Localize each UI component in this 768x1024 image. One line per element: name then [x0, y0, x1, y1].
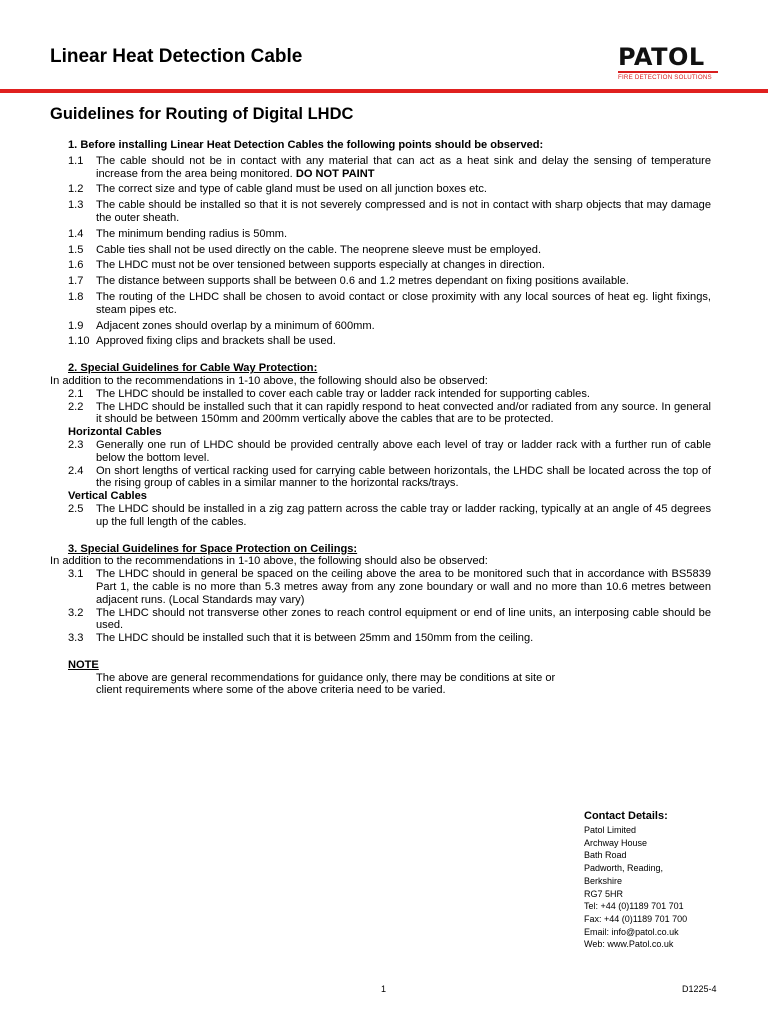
item-text-body: The LHDC must not be over tensioned between supports especially at changes in direction. [96, 259, 545, 272]
item-number: 2.2 [68, 400, 84, 413]
item-text-body: The correct size and type of cable gland must be used on all junction boxes etc. [96, 183, 487, 196]
item-text-body: The cable should not be in contact with any material that can act as a heat sink and delay the sensing of temperature increase from the area being monitored. [96, 154, 711, 180]
item-text [96, 401, 711, 427]
item-text-body: The distance between supports shall be between 0.6 and 1.2 metres dependant on fixing positions available. [96, 275, 629, 288]
contact-line: Bath Road [584, 850, 627, 861]
item-emphasis: DO NOT PAINT [295, 167, 375, 180]
item-number: 1.6 [68, 259, 84, 272]
contact-heading: Contact Details: [584, 810, 668, 822]
list-item [50, 183, 711, 196]
list-item [50, 632, 711, 645]
list-item [50, 401, 711, 427]
list-item [50, 275, 711, 288]
logo-tagline: FIRE DETECTION SOLUTIONS [618, 73, 712, 81]
item-number: 2.3 [68, 438, 84, 451]
list-item [50, 465, 711, 491]
header-divider [0, 89, 768, 93]
item-text-body: The LHDC should be installed in a zig zag pattern across the cable tray or ladder racking, typically at an angle of 45 degrees up the full length of the cables. [96, 502, 711, 528]
list-item [50, 335, 711, 348]
section-2-intro: In addition to the recommendations in 1-10 above, the following should also be observed: [50, 374, 488, 387]
contact-line: Fax: +44 (0)1189 701 700 [584, 913, 688, 924]
section-2-list-c [50, 503, 711, 529]
section-2-list-a [50, 388, 711, 426]
item-text-body: The LHDC should not transverse other zones to reach control equipment or end of line units, an interposing cable should be used. [96, 606, 711, 632]
item-text [96, 439, 711, 465]
item-text-body: Generally one run of LHDC should be provided centrally above each level of tray or ladder rack with a further run of cable below the bottom level. [96, 438, 711, 464]
item-number: 1.1 [68, 154, 84, 167]
item-number: 2.5 [68, 502, 84, 515]
item-number: 1.10 [68, 335, 90, 348]
subheading-horizontal-cables: Horizontal Cables [68, 426, 162, 439]
list-item [50, 320, 711, 333]
item-number: 1.4 [68, 227, 84, 240]
item-text-body: The cable should be installed so that it is not severely compressed and is not in contact with sharp objects that may damage the outer sheath. [96, 199, 711, 224]
document-title: Guidelines for Routing of Digital LHDC [50, 105, 354, 123]
item-text [96, 320, 711, 333]
contact-details [584, 810, 687, 951]
item-text-body: The LHDC should be installed such that it is between 25mm and 150mm from the ceiling. [96, 632, 534, 645]
contact-lines [584, 824, 687, 951]
item-number: 3.1 [68, 568, 84, 581]
contact-line: Padworth, Reading, [584, 863, 664, 874]
item-text [96, 335, 711, 348]
subheading-vertical-cables: Vertical Cables [68, 490, 147, 503]
section-1-list [50, 155, 711, 348]
contact-line: Tel: +44 (0)1189 701 701 [584, 901, 684, 912]
item-text-body: The LHDC should be installed such that it can rapidly respond to heat convected and/or radiated from any source. In general it should be between 150mm and 200mm vertically above the cables that are to be protected. [96, 400, 711, 426]
list-item [50, 388, 711, 401]
list-item [50, 439, 711, 465]
list-item [50, 291, 711, 317]
list-item [50, 607, 711, 633]
contact-line: Web: www.Patol.co.uk [584, 939, 674, 950]
item-text-body: Adjacent zones should overlap by a minimum of 600mm. [96, 319, 375, 332]
section-3-intro: In addition to the recommendations in 1-10 above, the following should also be observed: [50, 555, 488, 568]
item-number: 1.9 [68, 319, 84, 332]
item-text [96, 228, 711, 241]
section-1-heading: 1. Before installing Linear Heat Detection Cables the following points should be observed: [68, 139, 544, 151]
item-number: 3.3 [68, 632, 84, 645]
list-item [50, 199, 711, 225]
item-text-body: The routing of the LHDC shall be chosen to avoid contact or close proximity with any local sources of heat eg. light fixings, steam pipes etc. [96, 290, 711, 316]
item-text [96, 155, 711, 181]
section-3-list [50, 568, 711, 645]
item-text [96, 465, 711, 491]
item-text [96, 275, 711, 288]
item-text [96, 632, 711, 645]
document-body [50, 139, 711, 697]
list-item [50, 155, 711, 181]
list-item [50, 259, 711, 272]
item-text-body: Approved fixing clips and brackets shall be used. [96, 335, 336, 348]
item-number: 1.7 [68, 275, 84, 288]
item-text [96, 291, 711, 317]
list-item [50, 228, 711, 241]
item-text [96, 199, 711, 225]
item-text [96, 503, 711, 529]
list-item [50, 244, 711, 257]
item-text-body: The LHDC should be installed to cover each cable tray or ladder rack intended for supporting cables. [96, 387, 590, 400]
section-2-heading: 2. Special Guidelines for Cable Way Protection: [68, 362, 318, 375]
list-item [50, 568, 711, 606]
item-text [96, 183, 711, 196]
contact-line: Email: info@patol.co.uk [584, 926, 679, 937]
list-item [50, 503, 711, 529]
item-number: 1.8 [68, 290, 84, 303]
contact-line: Archway House [584, 837, 648, 848]
item-number: 2.4 [68, 464, 84, 477]
item-number: 1.3 [68, 199, 84, 212]
page-number: 1 [381, 984, 387, 994]
logo-underline [618, 71, 718, 73]
item-number: 1.5 [68, 243, 84, 256]
item-text [96, 607, 711, 633]
item-text [96, 568, 711, 606]
section-2-list-b [50, 439, 711, 490]
item-number: 2.1 [68, 387, 84, 400]
section-3-heading: 3. Special Guidelines for Space Protection on Ceilings: [68, 542, 358, 555]
patol-logo [618, 44, 720, 81]
contact-line: Patol Limited [584, 825, 637, 835]
item-number: 3.2 [68, 606, 84, 619]
item-text-body: The minimum bending radius is 50mm. [96, 227, 288, 240]
document-code: D1225-4 [682, 984, 717, 994]
item-text [96, 244, 711, 257]
item-text-body: Cable ties shall not be used directly on the cable. The neoprene sleeve must be employed. [96, 243, 542, 256]
contact-line: RG7 5HR [584, 888, 624, 899]
item-number: 1.2 [68, 183, 84, 196]
header-title: Linear Heat Detection Cable [50, 46, 303, 67]
item-text [96, 388, 711, 401]
item-text-body: The LHDC should in general be spaced on the ceiling above the area to be monitored such that in accordance with BS5839 Part 1, the cable is no more than 5.3 metres away from any zone boundary or wall and no more than 10.6 metres between adjacent runs. (Local Standards may vary) [96, 568, 711, 606]
contact-line: Berkshire [584, 875, 623, 886]
note-text: The above are general recommendations for guidance only, there may be conditions at site or client requirements where some of the above criteria need to be varied. [96, 671, 556, 697]
item-text-body: On short lengths of vertical racking used for carrying cable between horizontals, the LHDC shall be located across the top of the rising group of cables in a similar manner to the horizontal racks/trays. [96, 464, 711, 490]
item-text [96, 259, 711, 272]
logo-wordmark: PATOL [618, 43, 705, 71]
note-heading: NOTE [68, 658, 99, 671]
